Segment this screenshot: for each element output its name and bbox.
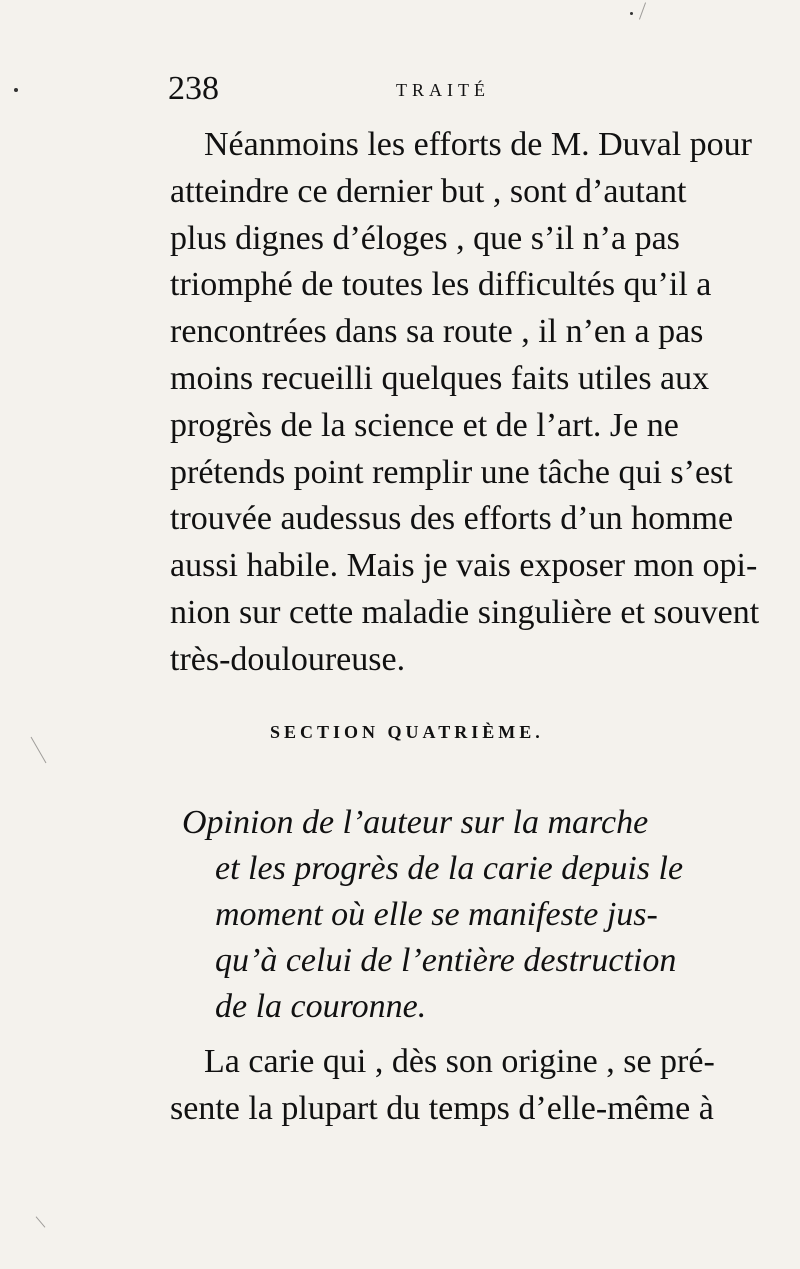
section-title-line: moment où elle se manifeste jus- (215, 896, 658, 933)
text-line: très-douloureuse. (170, 640, 406, 678)
page-header (168, 70, 768, 110)
scan-scratch (31, 737, 47, 763)
paragraph-2 (170, 1038, 762, 1132)
section-title (182, 800, 767, 1030)
text-line: progrès de la science et de l’art. Je ne (170, 406, 679, 444)
running-head: TRAITÉ (396, 80, 490, 100)
text-line: plus dignes d’éloges , que s’il n’a pas (170, 219, 680, 257)
scan-speck (630, 12, 633, 15)
scan-speck (14, 88, 18, 92)
section-title-line: et les progrès de la carie depuis le (215, 850, 684, 887)
text-line: trouvée audessus des efforts d’un homme (170, 500, 734, 538)
text-line: sente la plupart du temps d’elle-même à (170, 1090, 714, 1127)
text-line: prétends point remplir une tâche qui s’est (170, 453, 733, 491)
text-line: triomphé de toutes les difficultés qu’il a (170, 266, 712, 304)
page-number: 238 (168, 70, 219, 107)
paragraph-1 (170, 122, 762, 684)
section-title-line: Opinion de l’auteur sur la marche (182, 804, 649, 841)
text-line: aussi habile. Mais je vais exposer mon opi- (170, 547, 758, 585)
text-line: moins recueilli quelques faits utiles aux (170, 359, 710, 397)
text-line: atteindre ce dernier but , sont d’autant (170, 172, 687, 210)
text-line: Néanmoins les efforts de M. Duval pour (204, 126, 752, 163)
scan-scratch (36, 1216, 46, 1227)
section-title-line: de la couronne. (215, 988, 427, 1025)
section-title-line: qu’à celui de l’entière destruction (215, 942, 677, 979)
text-line: rencontrées dans sa route , il n’en a pas (170, 313, 704, 351)
scan-scratch (639, 2, 646, 19)
section-heading: SECTION QUATRIÈME. (270, 722, 544, 742)
text-line: nion sur cette maladie singulière et souvent (170, 593, 760, 631)
text-line: La carie qui , dès son origine , se pré- (204, 1043, 715, 1080)
